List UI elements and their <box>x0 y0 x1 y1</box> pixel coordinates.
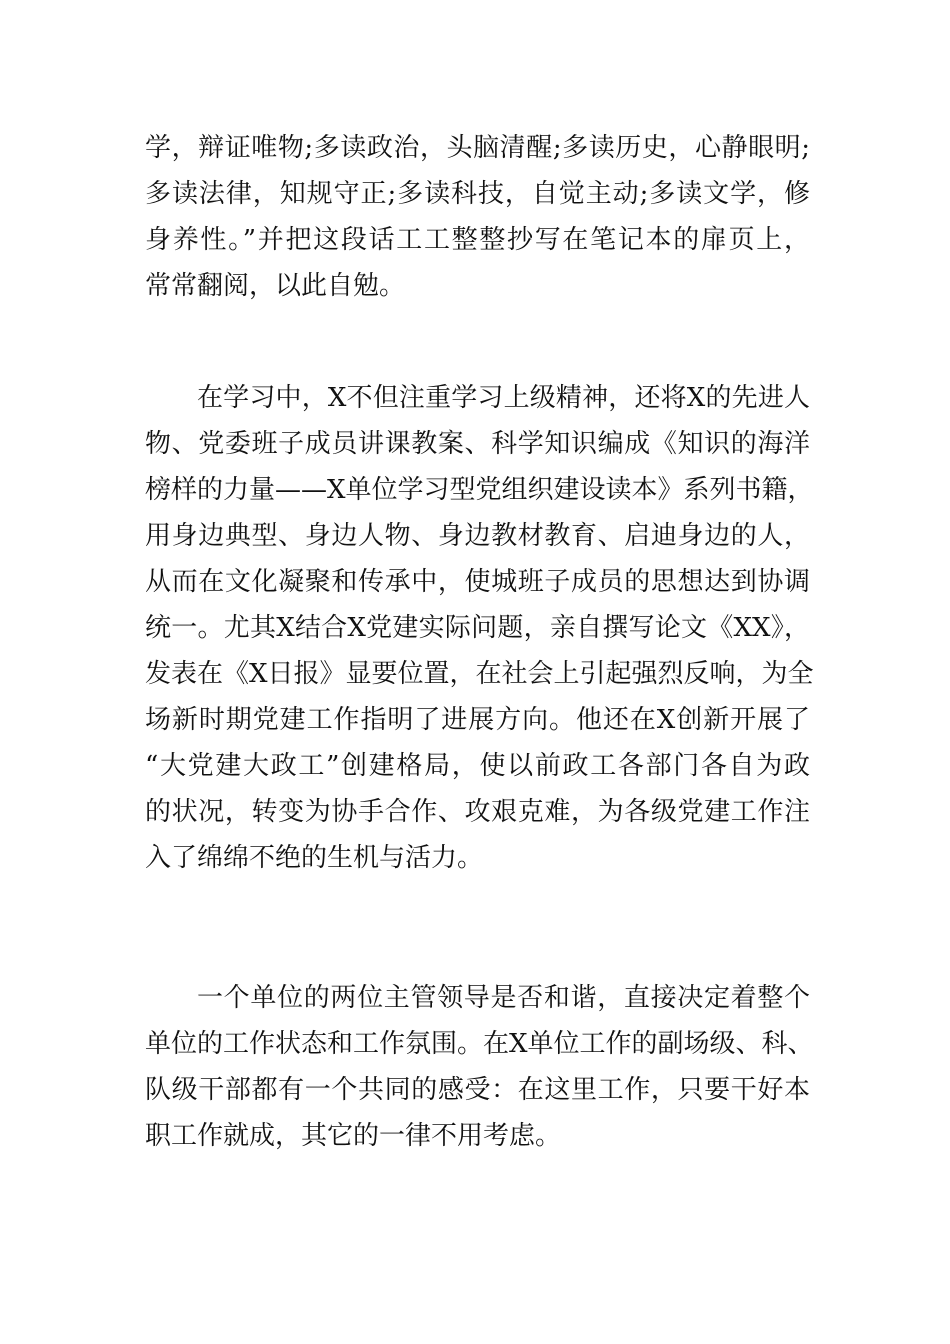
paragraph-3 <box>145 975 814 1159</box>
paragraph-line: 入了绵绵不绝的生机与活力。 <box>145 843 484 873</box>
paragraph-line: 身养性。”并把这段话工工整整抄写在笔记本的扉页上， <box>145 225 810 255</box>
paragraph-line: 榜样的力量——X单位学习型党组织建设读本》系列书籍， <box>145 475 814 505</box>
paragraph-line: 常常翻阅，以此自勉。 <box>145 271 406 301</box>
paragraph-line: “大党建大政工”创建格局，使以前政工各部门各自为政 <box>145 751 810 781</box>
paragraph-line: 用身边典型、身边人物、身边教材教育、启迪身边的人， <box>145 521 810 551</box>
paragraph-line: 物、党委班子成员讲课教案、科学知识编成《知识的海洋 <box>145 429 810 459</box>
paragraph-line: 场新时期党建工作指明了进展方向。他还在X创新开展了 <box>145 705 810 735</box>
paragraph-line: 学，辩证唯物;多读政治，头脑清醒;多读历史，心静眼明; <box>145 133 810 163</box>
paragraph-1 <box>145 125 810 309</box>
paragraph-line: 一个单位的两位主管领导是否和谐，直接决定着整个 <box>197 983 810 1013</box>
paragraph-line: 单位的工作状态和工作氛围。在X单位工作的副场级、科、 <box>145 1029 814 1059</box>
paragraph-line: 多读法律，知规守正;多读科技，自觉主动;多读文学，修 <box>145 179 810 209</box>
paragraph-line: 的状况，转变为协手合作、攻艰克难，为各级党建工作注 <box>145 797 810 827</box>
paragraph-line: 统一。尤其X结合X党建实际问题，亲自撰写论文《XX》， <box>145 613 810 643</box>
paragraph-line: 发表在《X日报》显要位置，在社会上引起强烈反响，为全 <box>145 659 814 689</box>
paragraph-line: 队级干部都有一个共同的感受：在这里工作，只要干好本 <box>145 1075 810 1105</box>
paragraph-2 <box>145 375 814 881</box>
paragraph-line: 从而在文化凝聚和传承中，使城班子成员的思想达到协调 <box>145 567 810 597</box>
paragraph-line: 职工作就成，其它的一律不用考虑。 <box>145 1121 562 1151</box>
paragraph-line: 在学习中，X不但注重学习上级精神，还将X的先进人 <box>197 383 810 413</box>
